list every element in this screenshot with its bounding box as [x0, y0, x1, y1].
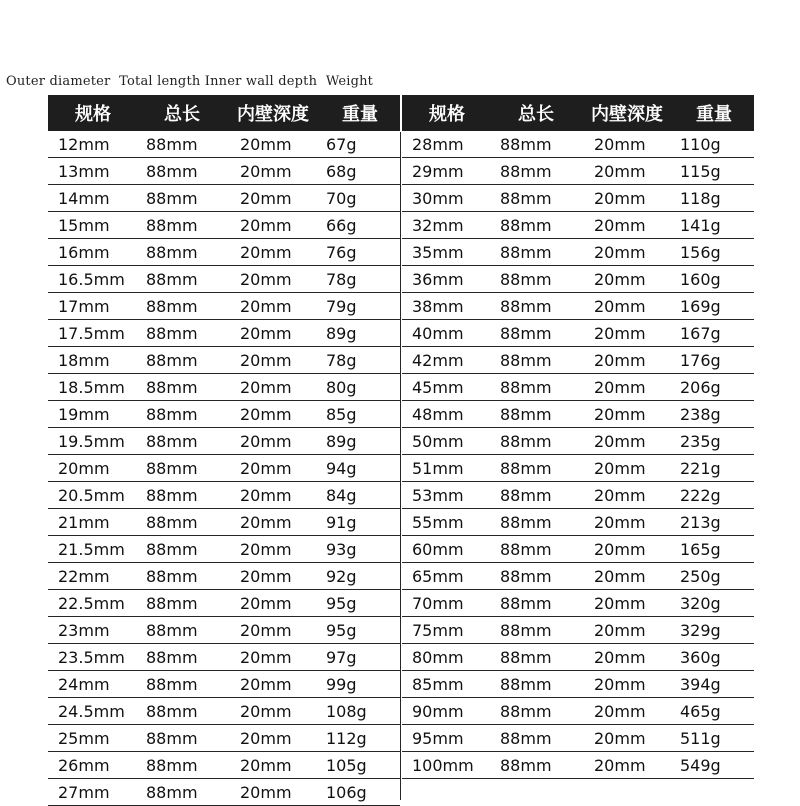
cell-spec: 95mm: [402, 725, 492, 752]
cell-weight: 235g: [674, 428, 754, 455]
cell-weight: 76g: [320, 239, 400, 266]
cell-inner-depth: 20mm: [226, 482, 320, 509]
table-row: [48, 293, 400, 320]
cell-total-length: 88mm: [492, 347, 580, 374]
cell-total-length: 88mm: [138, 212, 226, 239]
table-row: [48, 752, 400, 779]
cell-total-length: 88mm: [138, 725, 226, 752]
cell-weight: 78g: [320, 266, 400, 293]
cell-weight: 549g: [674, 752, 754, 779]
column-caption: Outer diameter Total length Inner wall depth Weight: [6, 74, 374, 89]
table-row: [48, 401, 400, 428]
cell-spec: 16.5mm: [48, 266, 138, 293]
cell-total-length: 88mm: [138, 320, 226, 347]
table-row: [402, 239, 754, 266]
cell-weight: 89g: [320, 428, 400, 455]
cell-inner-depth: 20mm: [580, 455, 674, 482]
table-row: [48, 212, 400, 239]
header-weight: 重量: [320, 95, 400, 131]
cell-inner-depth: 20mm: [226, 536, 320, 563]
cell-inner-depth: 20mm: [226, 752, 320, 779]
cell-total-length: 88mm: [138, 401, 226, 428]
cell-weight: 141g: [674, 212, 754, 239]
table-row: [402, 482, 754, 509]
cell-weight: 238g: [674, 401, 754, 428]
table-row: [48, 644, 400, 671]
cell-weight: [674, 779, 754, 806]
cell-total-length: 88mm: [492, 158, 580, 185]
cell-weight: 115g: [674, 158, 754, 185]
table-divider-line: [400, 132, 401, 800]
table-row: [48, 374, 400, 401]
cell-total-length: 88mm: [492, 401, 580, 428]
cell-weight: 222g: [674, 482, 754, 509]
cell-spec: 100mm: [402, 752, 492, 779]
table-row: [402, 617, 754, 644]
cell-inner-depth: 20mm: [580, 239, 674, 266]
cell-total-length: 88mm: [492, 698, 580, 725]
cell-inner-depth: 20mm: [580, 482, 674, 509]
table-header-row: [48, 95, 400, 131]
cell-total-length: 88mm: [492, 455, 580, 482]
table-row: [402, 509, 754, 536]
cell-weight: 70g: [320, 185, 400, 212]
cell-spec: 40mm: [402, 320, 492, 347]
table-row: [48, 131, 400, 158]
cell-weight: 68g: [320, 158, 400, 185]
cell-inner-depth: 20mm: [580, 590, 674, 617]
table-row: [402, 698, 754, 725]
cell-spec: 21mm: [48, 509, 138, 536]
cell-inner-depth: 20mm: [226, 644, 320, 671]
table-row: [48, 428, 400, 455]
cell-total-length: 88mm: [492, 536, 580, 563]
table-row: [402, 293, 754, 320]
table-row: [48, 239, 400, 266]
cell-weight: 112g: [320, 725, 400, 752]
cell-inner-depth: 20mm: [226, 185, 320, 212]
cell-spec: 19.5mm: [48, 428, 138, 455]
header-total-length: 总长: [138, 95, 226, 131]
cell-spec: 22mm: [48, 563, 138, 590]
cell-total-length: 88mm: [138, 347, 226, 374]
cell-inner-depth: 20mm: [580, 158, 674, 185]
cell-inner-depth: 20mm: [226, 671, 320, 698]
cell-total-length: 88mm: [138, 563, 226, 590]
cell-inner-depth: 20mm: [226, 563, 320, 590]
table-row: [48, 671, 400, 698]
cell-total-length: 88mm: [492, 590, 580, 617]
cell-total-length: 88mm: [492, 482, 580, 509]
cell-total-length: 88mm: [138, 671, 226, 698]
cell-spec: 21.5mm: [48, 536, 138, 563]
table-row: [48, 590, 400, 617]
cell-weight: 165g: [674, 536, 754, 563]
cell-inner-depth: 20mm: [226, 320, 320, 347]
cell-spec: 16mm: [48, 239, 138, 266]
cell-inner-depth: 20mm: [580, 428, 674, 455]
table-row: [402, 428, 754, 455]
cell-spec: 75mm: [402, 617, 492, 644]
table-row: [402, 779, 754, 806]
table-row: [402, 752, 754, 779]
table-row: [48, 779, 400, 806]
cell-inner-depth: 20mm: [226, 401, 320, 428]
cell-inner-depth: 20mm: [580, 131, 674, 158]
cell-inner-depth: 20mm: [580, 320, 674, 347]
cell-total-length: 88mm: [138, 293, 226, 320]
table-row: [402, 401, 754, 428]
cell-weight: 84g: [320, 482, 400, 509]
cell-inner-depth: 20mm: [226, 779, 320, 806]
cell-spec: 20mm: [48, 455, 138, 482]
spec-table-right: [402, 95, 754, 805]
cell-spec: 45mm: [402, 374, 492, 401]
cell-inner-depth: 20mm: [226, 509, 320, 536]
table-row: [402, 563, 754, 590]
cell-weight: 250g: [674, 563, 754, 590]
cell-inner-depth: 20mm: [580, 725, 674, 752]
table-row: [402, 158, 754, 185]
cell-spec: 24.5mm: [48, 698, 138, 725]
table-row: [402, 131, 754, 158]
cell-weight: 108g: [320, 698, 400, 725]
cell-total-length: 88mm: [138, 185, 226, 212]
table-row: [48, 725, 400, 752]
cell-total-length: 88mm: [492, 185, 580, 212]
cell-total-length: 88mm: [138, 590, 226, 617]
cell-total-length: 88mm: [138, 374, 226, 401]
cell-spec: 36mm: [402, 266, 492, 293]
header-spec: 规格: [402, 95, 492, 131]
cell-total-length: 88mm: [492, 266, 580, 293]
header-total-length: 总长: [492, 95, 580, 131]
cell-weight: 206g: [674, 374, 754, 401]
cell-inner-depth: 20mm: [226, 158, 320, 185]
cell-spec: 17.5mm: [48, 320, 138, 347]
cell-total-length: 88mm: [138, 779, 226, 806]
cell-spec: 32mm: [402, 212, 492, 239]
cell-inner-depth: 20mm: [226, 131, 320, 158]
cell-inner-depth: 20mm: [580, 509, 674, 536]
cell-spec: 28mm: [402, 131, 492, 158]
cell-inner-depth: 20mm: [580, 347, 674, 374]
table-row: [402, 347, 754, 374]
cell-spec: 80mm: [402, 644, 492, 671]
cell-spec: 85mm: [402, 671, 492, 698]
cell-spec: 51mm: [402, 455, 492, 482]
cell-total-length: 88mm: [138, 752, 226, 779]
cell-spec: 14mm: [48, 185, 138, 212]
table-row: [48, 563, 400, 590]
cell-spec: 30mm: [402, 185, 492, 212]
header-spec: 规格: [48, 95, 138, 131]
cell-spec: 35mm: [402, 239, 492, 266]
table-row: [48, 347, 400, 374]
cell-total-length: 88mm: [138, 455, 226, 482]
cell-weight: 85g: [320, 401, 400, 428]
cell-weight: 394g: [674, 671, 754, 698]
cell-inner-depth: 20mm: [226, 212, 320, 239]
cell-weight: 66g: [320, 212, 400, 239]
cell-inner-depth: 20mm: [226, 293, 320, 320]
cell-weight: 94g: [320, 455, 400, 482]
cell-total-length: 88mm: [138, 536, 226, 563]
cell-weight: 511g: [674, 725, 754, 752]
cell-spec: 90mm: [402, 698, 492, 725]
table-row: [48, 185, 400, 212]
table-row: [48, 320, 400, 347]
cell-total-length: 88mm: [492, 617, 580, 644]
cell-spec: 22.5mm: [48, 590, 138, 617]
table-row: [402, 536, 754, 563]
cell-weight: 156g: [674, 239, 754, 266]
cell-weight: 95g: [320, 590, 400, 617]
cell-spec: 70mm: [402, 590, 492, 617]
cell-inner-depth: [580, 779, 674, 806]
cell-weight: 110g: [674, 131, 754, 158]
cell-total-length: 88mm: [492, 293, 580, 320]
cell-inner-depth: 20mm: [580, 185, 674, 212]
table-row: [402, 644, 754, 671]
cell-spec: 18mm: [48, 347, 138, 374]
cell-spec: 42mm: [402, 347, 492, 374]
table-row: [402, 212, 754, 239]
cell-total-length: 88mm: [492, 131, 580, 158]
cell-spec: 25mm: [48, 725, 138, 752]
table-row: [402, 266, 754, 293]
cell-inner-depth: 20mm: [580, 266, 674, 293]
cell-total-length: 88mm: [492, 752, 580, 779]
cell-weight: 78g: [320, 347, 400, 374]
cell-spec: 24mm: [48, 671, 138, 698]
cell-inner-depth: 20mm: [580, 536, 674, 563]
cell-spec: 23.5mm: [48, 644, 138, 671]
cell-inner-depth: 20mm: [580, 644, 674, 671]
cell-total-length: 88mm: [492, 239, 580, 266]
cell-spec: 26mm: [48, 752, 138, 779]
cell-spec: 38mm: [402, 293, 492, 320]
table-header-row: [402, 95, 754, 131]
cell-total-length: 88mm: [138, 644, 226, 671]
cell-weight: 221g: [674, 455, 754, 482]
cell-spec: 29mm: [402, 158, 492, 185]
cell-total-length: [492, 779, 580, 806]
cell-total-length: 88mm: [138, 131, 226, 158]
cell-spec: 19mm: [48, 401, 138, 428]
header-inner-depth: 内壁深度: [226, 95, 320, 131]
table-row: [48, 617, 400, 644]
cell-weight: 105g: [320, 752, 400, 779]
table-row: [48, 266, 400, 293]
cell-total-length: 88mm: [492, 671, 580, 698]
header-inner-depth: 内壁深度: [580, 95, 674, 131]
cell-total-length: 88mm: [492, 374, 580, 401]
table-row: [402, 320, 754, 347]
header-weight: 重量: [674, 95, 754, 131]
cell-spec: 53mm: [402, 482, 492, 509]
cell-inner-depth: 20mm: [580, 293, 674, 320]
spec-table-left: [48, 95, 400, 806]
table-row: [48, 455, 400, 482]
cell-inner-depth: 20mm: [226, 617, 320, 644]
cell-total-length: 88mm: [138, 617, 226, 644]
cell-inner-depth: 20mm: [580, 698, 674, 725]
cell-spec: 60mm: [402, 536, 492, 563]
cell-total-length: 88mm: [492, 725, 580, 752]
cell-inner-depth: 20mm: [580, 374, 674, 401]
cell-weight: 160g: [674, 266, 754, 293]
cell-weight: 95g: [320, 617, 400, 644]
cell-spec: 55mm: [402, 509, 492, 536]
cell-inner-depth: 20mm: [226, 455, 320, 482]
cell-weight: 360g: [674, 644, 754, 671]
cell-inner-depth: 20mm: [226, 698, 320, 725]
cell-inner-depth: 20mm: [226, 374, 320, 401]
cell-weight: 67g: [320, 131, 400, 158]
cell-weight: 80g: [320, 374, 400, 401]
table-row: [48, 482, 400, 509]
cell-total-length: 88mm: [492, 320, 580, 347]
cell-weight: 118g: [674, 185, 754, 212]
cell-spec: 27mm: [48, 779, 138, 806]
cell-weight: 99g: [320, 671, 400, 698]
cell-weight: 213g: [674, 509, 754, 536]
cell-spec: 18.5mm: [48, 374, 138, 401]
cell-total-length: 88mm: [492, 428, 580, 455]
cell-inner-depth: 20mm: [580, 752, 674, 779]
table-row: [48, 536, 400, 563]
table-row: [402, 671, 754, 698]
cell-weight: 167g: [674, 320, 754, 347]
cell-total-length: 88mm: [492, 509, 580, 536]
cell-spec: 50mm: [402, 428, 492, 455]
table-row: [48, 698, 400, 725]
cell-spec: 65mm: [402, 563, 492, 590]
cell-weight: 97g: [320, 644, 400, 671]
cell-weight: 320g: [674, 590, 754, 617]
cell-inner-depth: 20mm: [580, 563, 674, 590]
cell-weight: 89g: [320, 320, 400, 347]
table-row: [402, 374, 754, 401]
cell-weight: 465g: [674, 698, 754, 725]
cell-inner-depth: 20mm: [226, 239, 320, 266]
cell-weight: 79g: [320, 293, 400, 320]
cell-spec: 48mm: [402, 401, 492, 428]
cell-total-length: 88mm: [138, 428, 226, 455]
cell-inner-depth: 20mm: [226, 590, 320, 617]
cell-weight: 329g: [674, 617, 754, 644]
cell-weight: 92g: [320, 563, 400, 590]
cell-inner-depth: 20mm: [226, 266, 320, 293]
cell-inner-depth: 20mm: [226, 725, 320, 752]
cell-total-length: 88mm: [492, 563, 580, 590]
table-row: [48, 509, 400, 536]
cell-inner-depth: 20mm: [580, 401, 674, 428]
table-row: [402, 455, 754, 482]
cell-inner-depth: 20mm: [580, 212, 674, 239]
cell-weight: 91g: [320, 509, 400, 536]
cell-weight: 176g: [674, 347, 754, 374]
cell-spec: 13mm: [48, 158, 138, 185]
cell-spec: [402, 779, 492, 806]
cell-inner-depth: 20mm: [580, 617, 674, 644]
cell-inner-depth: 20mm: [226, 428, 320, 455]
table-row: [402, 590, 754, 617]
table-row: [48, 158, 400, 185]
cell-total-length: 88mm: [492, 212, 580, 239]
table-row: [402, 725, 754, 752]
cell-total-length: 88mm: [138, 509, 226, 536]
cell-total-length: 88mm: [492, 644, 580, 671]
cell-inner-depth: 20mm: [226, 347, 320, 374]
cell-total-length: 88mm: [138, 482, 226, 509]
cell-weight: 106g: [320, 779, 400, 806]
table-row: [402, 185, 754, 212]
cell-weight: 93g: [320, 536, 400, 563]
cell-inner-depth: 20mm: [580, 671, 674, 698]
cell-spec: 12mm: [48, 131, 138, 158]
cell-spec: 17mm: [48, 293, 138, 320]
cell-total-length: 88mm: [138, 266, 226, 293]
cell-total-length: 88mm: [138, 158, 226, 185]
cell-spec: 23mm: [48, 617, 138, 644]
cell-spec: 15mm: [48, 212, 138, 239]
cell-total-length: 88mm: [138, 239, 226, 266]
cell-weight: 169g: [674, 293, 754, 320]
cell-spec: 20.5mm: [48, 482, 138, 509]
cell-total-length: 88mm: [138, 698, 226, 725]
